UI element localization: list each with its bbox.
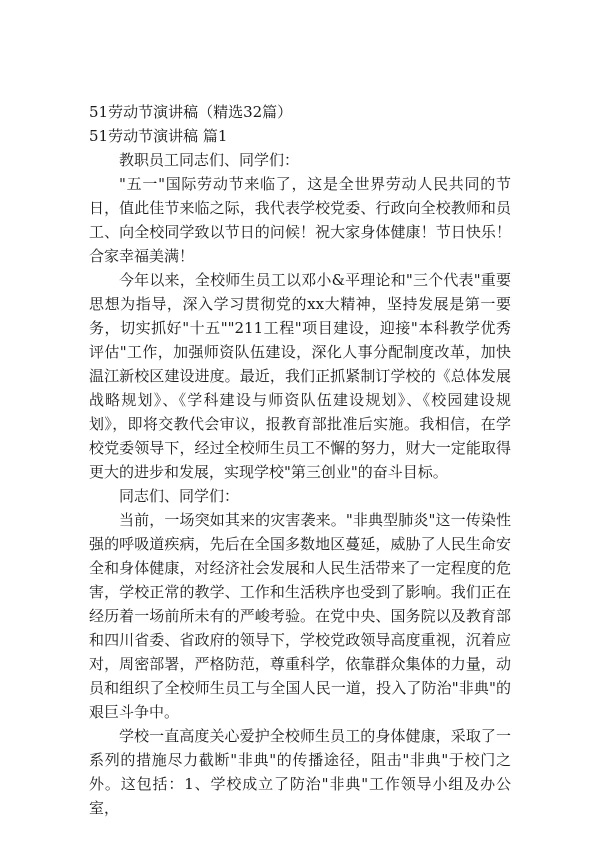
paragraph-sars-situation: 当前，一场突如其来的灾害袭来。"非典型肺炎"这一传染性强的呼吸道疾病，先后在全国多数地区蔓延，威胁了人民生命安全和身体健康，对经济社会发展和人民生活带来了一定程度的危害，学校正常的教学、工作和生活秩序也受到了影响。我们正在经历着一场前所未有的严峻考验。在党中央、国务院以及教育部和四川省委、省政府的领导下，学校党政领导高度重视，沉着应对，周密部署，严格防范，尊重科学，依靠群众集体的力量，动员和组织了全校师生员工与全国人民一道，投入了防治"非典"的艰巨斗争中。 (89, 511, 511, 721)
document-title: 51劳动节演讲稿（精选32篇） (89, 103, 293, 121)
salutation-comrades-students: 同志们、同学们： (119, 487, 240, 505)
paragraph-school-development: 今年以来，全校师生员工以邓小&平理论和"三个代表"重要思想为指导，深入学习贯彻党的xx大精神，坚持发展是第一要务，切实抓好"十五""211工程"项目建设，迎接"本科教学优秀评估"工作，加强师资队伍建设，深化人事分配制度改革，加快温江新校区建设进度。最近，我们正抓紧制订学校的《总体发展战略规划》、《学科建设与师资队伍建设规划》、《校园建设规划》，即将交教代会审议，报教育部批准后实施。我相信，在学校党委领导下，经过全校师生员工不懈的努力，财大一定能取得更大的进步和发展，实现学校"第三创业"的奋斗目标。 (89, 271, 511, 481)
document-body (89, 100, 511, 820)
paragraph-school-measures: 学校一直高度关心爱护全校师生员工的身体健康，采取了一系列的措施尽力截断"非典"的传播途径，阻击"非典"于校门之外。这包括：1、学校成立了防治"非典"工作领导小组及办公室， (89, 727, 511, 817)
paragraph-labor-day-greeting: "五一"国际劳动节来临了，这是全世界劳动人民共同的节日，值此佳节来临之际，我代表学校党委、行政向全校教师和员工、向全校同学致以节日的问候！祝大家身体健康！节日快乐！合家幸福美满！ (89, 175, 511, 265)
salutation-teachers-students: 教职员工同志们、同学们： (119, 151, 300, 169)
section-heading: 51劳动节演讲稿 篇1 (89, 127, 228, 145)
